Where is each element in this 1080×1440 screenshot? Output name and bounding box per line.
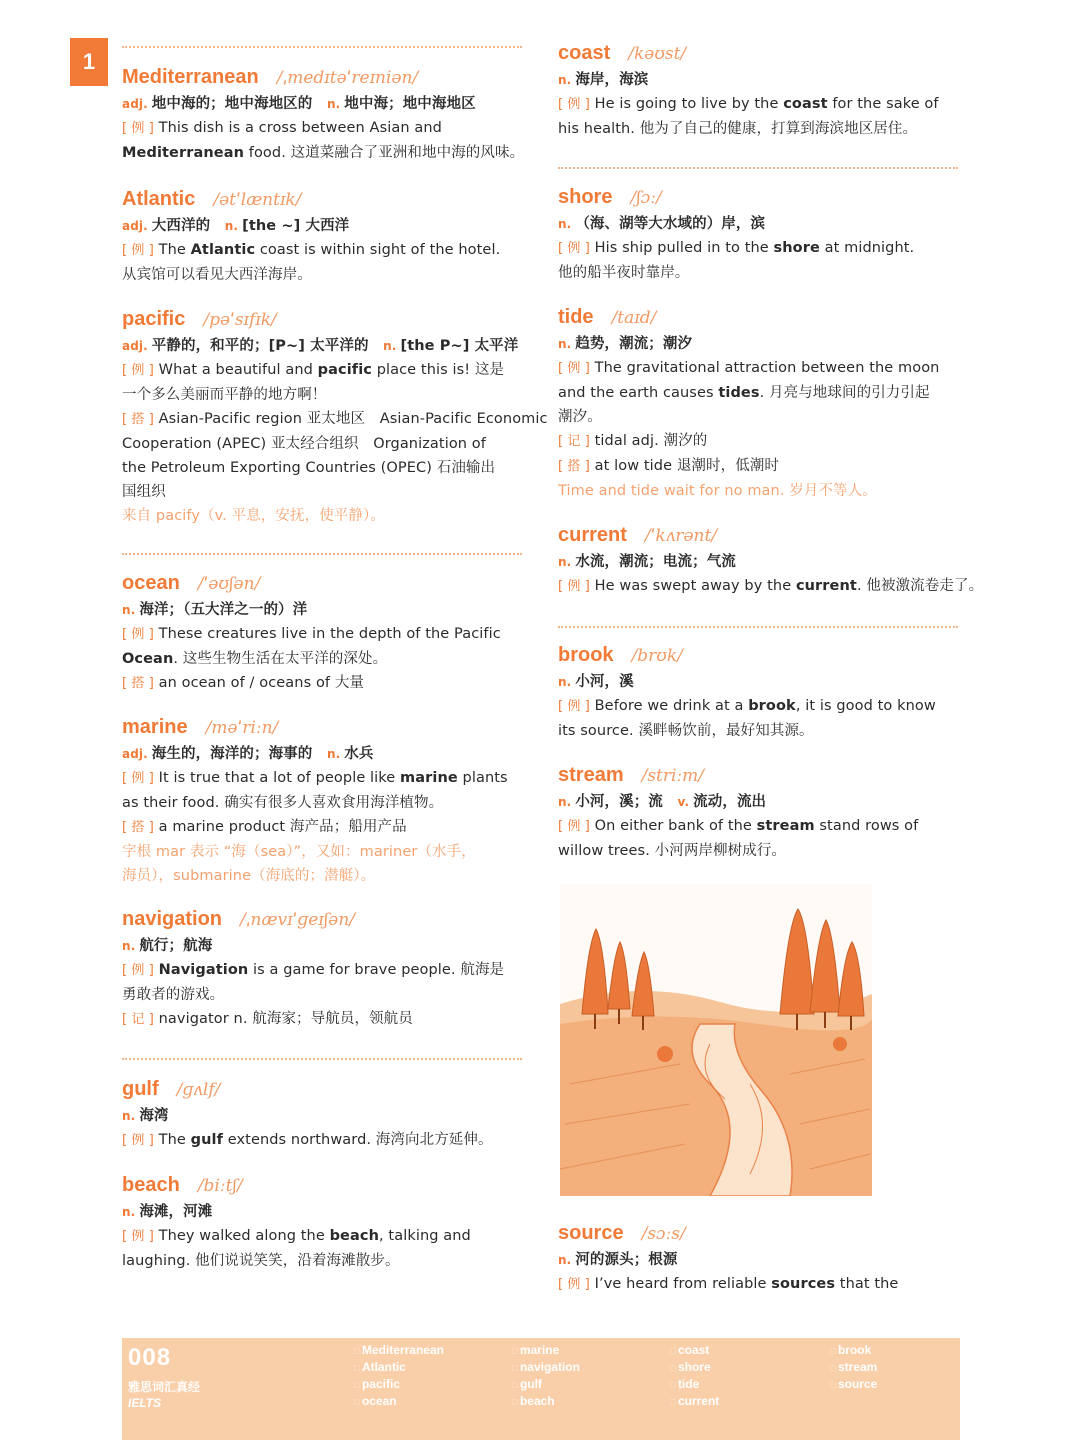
headword: beach [122, 1174, 180, 1196]
entry-text-line: its source. 溪畔畅饮前，最好知其源。 [558, 723, 814, 739]
phonetic-transcription: /ʃɔː/ [630, 188, 662, 208]
entry-text-line: [ 例 ] These creatures live in the depth of the Pacific [122, 626, 501, 642]
entry-text-line: 国组织 [122, 484, 166, 500]
headword: pacific [122, 308, 186, 330]
vocab-entry-beach [122, 1174, 522, 1273]
phonetic-transcription: /taɪd/ [611, 308, 657, 328]
entry-text-line: [ 例 ] Navigation is a game for brave people. 航海是 [122, 962, 505, 978]
entry-text-line: adj. 地中海的；地中海地区的 n. 地中海；地中海地区 [122, 96, 476, 112]
entry-headword-row [122, 66, 522, 92]
entry-headword-row [122, 908, 522, 934]
footer-word: □ stream [830, 1359, 877, 1376]
footer-word: □ gulf [512, 1376, 580, 1393]
entry-text-line: [ 例 ] They walked along the beach, talking and [122, 1228, 471, 1244]
footer-word: □ current [670, 1393, 719, 1410]
stream-landscape-illustration [560, 884, 872, 1196]
vocab-entry-stream [558, 764, 956, 863]
entry-text-line: 从宾馆可以看见大西洋海岸。 [122, 267, 312, 283]
headword: brook [558, 644, 614, 666]
footer-word: □ Atlantic [354, 1359, 444, 1376]
entry-headword-row [558, 644, 956, 670]
phonetic-transcription: /ˌmedɪtəˈreɪniən/ [276, 68, 419, 88]
vocab-entry-tide [558, 306, 956, 503]
entry-text-line: adj. 大西洋的 n. [the ~] 大西洋 [122, 218, 350, 234]
section-divider [122, 46, 522, 48]
entry-text-line: adj. 海生的，海洋的；海事的 n. 水兵 [122, 746, 374, 762]
entry-text-line: laughing. 他们说说笑笑，沿着海滩散步。 [122, 1253, 400, 1269]
headword: Atlantic [122, 188, 196, 210]
entry-headword-row [558, 186, 956, 212]
footer-word: □ tide [670, 1376, 719, 1393]
headword: ocean [122, 572, 180, 594]
phonetic-transcription: /ətˈlæntɪk/ [213, 190, 302, 210]
entry-text-line: Mediterranean food. 这道菜融合了亚洲和地中海的风味。 [122, 145, 525, 161]
entry-text-line: [ 搭 ] an ocean of / oceans of 大量 [122, 675, 365, 691]
headword: stream [558, 764, 624, 786]
entry-text-line: n. 水流，潮流；电流；气流 [558, 554, 736, 570]
entry-text-line: n. 河的源头；根源 [558, 1252, 678, 1268]
vocab-entry-atlantic [122, 188, 522, 287]
entry-text-line: his health. 他为了自己的健康，打算到海滨地区居住。 [558, 121, 918, 137]
footer-word: □ source [830, 1376, 877, 1393]
footer-word: □ brook [830, 1342, 877, 1359]
footer-word: □ coast [670, 1342, 719, 1359]
entry-headword-row [122, 1078, 522, 1104]
entry-text-line: 海员），submarine（海底的；潜艇）。 [122, 868, 376, 884]
entry-text-line: [ 记 ] navigator n. 航海家；导航员，领航员 [122, 1011, 413, 1027]
vocab-entry-brook [558, 644, 956, 743]
entry-text-line: n. 海湾 [122, 1108, 169, 1124]
footer-word: □ Mediterranean [354, 1342, 444, 1359]
phonetic-transcription: /striːm/ [641, 766, 705, 786]
entry-text-line: n. 趋势，潮流；潮汐 [558, 336, 693, 352]
headword: shore [558, 186, 613, 208]
vocab-entry-coast [558, 42, 956, 141]
phonetic-transcription: /ˌnævɪˈɡeɪʃən/ [240, 910, 356, 930]
entry-text-line: [ 例 ] His ship pulled in to the shore at midnight. [558, 240, 915, 256]
vocab-entry-pacific [122, 308, 548, 528]
vocab-entry-mediterranean [122, 66, 525, 165]
entry-text-line: [ 例 ] This dish is a cross between Asian and [122, 120, 442, 136]
headword: current [558, 524, 627, 546]
entry-text-line: n. 小河，溪 [558, 674, 634, 690]
entry-text-line: [ 记 ] tidal adj. 潮汐的 [558, 433, 708, 449]
vocab-entry-ocean [122, 572, 522, 696]
entry-text-line: 他的船半夜时靠岸。 [558, 265, 690, 281]
entry-text-line: [ 例 ] On either bank of the stream stand rows of [558, 818, 919, 834]
headword: marine [122, 716, 188, 738]
entry-text-line: as their food. 确实有很多人喜欢食用海洋植物。 [122, 795, 444, 811]
vocab-entry-source [558, 1222, 956, 1297]
entry-text-line: n. 小河，溪；流 v. 流动，流出 [558, 794, 767, 810]
entry-text-line: [ 例 ] I’ve heard from reliable sources that the [558, 1276, 899, 1292]
entry-text-line: [ 搭 ] Asian-Pacific region 亚太地区 Asian-Pacific Economic [122, 411, 548, 427]
entry-text-line: Ocean. 这些生物生活在太平洋的深处。 [122, 651, 388, 667]
phonetic-transcription: /sɔːs/ [641, 1224, 686, 1244]
entry-text-line: [ 例 ] The Atlantic coast is within sight of the hotel. [122, 242, 501, 258]
entry-text-line: willow trees. 小河两岸柳树成行。 [558, 843, 787, 859]
entry-headword-row [558, 764, 956, 790]
entry-text-line: and the earth causes tides. 月亮与地球间的引力引起 [558, 385, 930, 401]
entry-headword-row [558, 42, 956, 68]
entry-text-line: [ 例 ] The gravitational attraction between the moon [558, 360, 940, 376]
vocab-entry-gulf [122, 1078, 522, 1153]
footer-word: □ beach [512, 1393, 580, 1410]
footer-wordlist-column [354, 1342, 444, 1410]
footer-wordlist-column [670, 1342, 719, 1410]
vocab-entry-marine [122, 716, 522, 888]
unit-number-badge: 1 [70, 38, 108, 86]
entry-text-line: [ 例 ] He is going to live by the coast for the sake of [558, 96, 939, 112]
entry-text-line: 潮汐。 [558, 409, 602, 425]
phonetic-transcription: /məˈriːn/ [205, 718, 279, 738]
phonetic-transcription: /ˈəʊʃən/ [197, 574, 261, 594]
footer-word: □ navigation [512, 1359, 580, 1376]
headword: Mediterranean [122, 66, 259, 88]
footer-word: □ shore [670, 1359, 719, 1376]
entry-text-line: 来自 pacify（v. 平息，安抚，使平静）。 [122, 508, 385, 524]
entry-headword-row [558, 1222, 956, 1248]
entry-text-line: adj. 平静的，和平的；[P~] 太平洋的 n. [the P~] 太平洋 [122, 338, 519, 354]
entry-text-line: the Petroleum Exporting Countries (OPEC) 石油输出 [122, 460, 496, 476]
headword: gulf [122, 1078, 159, 1100]
phonetic-transcription: /ˈkʌrənt/ [644, 526, 718, 546]
entry-text-line: [ 例 ] What a beautiful and pacific place this is! 这是 [122, 362, 505, 378]
entry-text-line: Cooperation (APEC) 亚太经合组织 Organization of [122, 436, 486, 452]
entry-text-line: n. 航行；航海 [122, 938, 213, 954]
entry-text-line: [ 例 ] The gulf extends northward. 海湾向北方延伸。 [122, 1132, 493, 1148]
footer-wordlist-column [512, 1342, 580, 1410]
entry-text-line: n. 海岸，海滨 [558, 72, 649, 88]
section-divider [122, 553, 522, 555]
entry-headword-row [122, 716, 522, 742]
entry-text-line: [ 搭 ] a marine product 海产品；船用产品 [122, 819, 407, 835]
entry-text-line: n. 海洋；（五大洋之一的）洋 [122, 602, 308, 618]
section-divider [122, 1058, 522, 1060]
vocab-entry-navigation [122, 908, 522, 1032]
phonetic-transcription: /biːtʃ/ [197, 1176, 243, 1196]
book-title: 雅思词汇真经 [128, 1380, 201, 1394]
footer-word: □ ocean [354, 1393, 444, 1410]
section-divider [558, 167, 958, 169]
entry-text-line: 勇敢者的游戏。 [122, 987, 225, 1003]
entry-text-line: [ 例 ] He was swept away by the current. 他被激流卷走了。 [558, 578, 984, 594]
headword: source [558, 1222, 624, 1244]
phonetic-transcription: /brʊk/ [631, 646, 683, 666]
footer-wordlist-column [830, 1342, 877, 1393]
entry-text-line: [ 搭 ] at low tide 退潮时，低潮时 [558, 458, 780, 474]
phonetic-transcription: /kəʊst/ [628, 44, 687, 64]
entry-headword-row [122, 188, 522, 214]
headword: tide [558, 306, 594, 328]
entry-text-line: 一个多么美丽而平静的地方啊！ [122, 387, 327, 403]
entry-headword-row [122, 1174, 522, 1200]
entry-text-line: [ 例 ] Before we drink at a brook, it is good to know [558, 698, 936, 714]
footer-word: □ marine [512, 1342, 580, 1359]
entry-headword-row [558, 524, 956, 550]
page-footer [122, 1338, 960, 1440]
footer-word: □ pacific [354, 1376, 444, 1393]
entry-text-line: n. 海滩，河滩 [122, 1204, 213, 1220]
vocab-entry-current [558, 524, 984, 599]
entry-text-line: Time and tide wait for no man. 岁月不等人。 [558, 483, 877, 499]
phonetic-transcription: /pəˈsɪfɪk/ [203, 310, 277, 330]
entry-headword-row [122, 572, 522, 598]
phonetic-transcription: /ɡʌlf/ [176, 1080, 221, 1100]
book-brand: IELTS [128, 1396, 162, 1410]
entry-text-line: 字根 mar 表示 “海（sea）”，又如：mariner（水手， [122, 844, 476, 860]
entry-text-line: n. （海、湖等大水域的）岸，滨 [558, 216, 766, 232]
headword: coast [558, 42, 611, 64]
entry-text-line: [ 例 ] It is true that a lot of people like marine plants [122, 770, 508, 786]
page-number: 008 [128, 1344, 172, 1371]
entry-headword-row [122, 308, 522, 334]
entry-headword-row [558, 306, 956, 332]
section-divider [558, 626, 958, 628]
headword: navigation [122, 908, 223, 930]
vocab-entry-shore [558, 186, 956, 285]
